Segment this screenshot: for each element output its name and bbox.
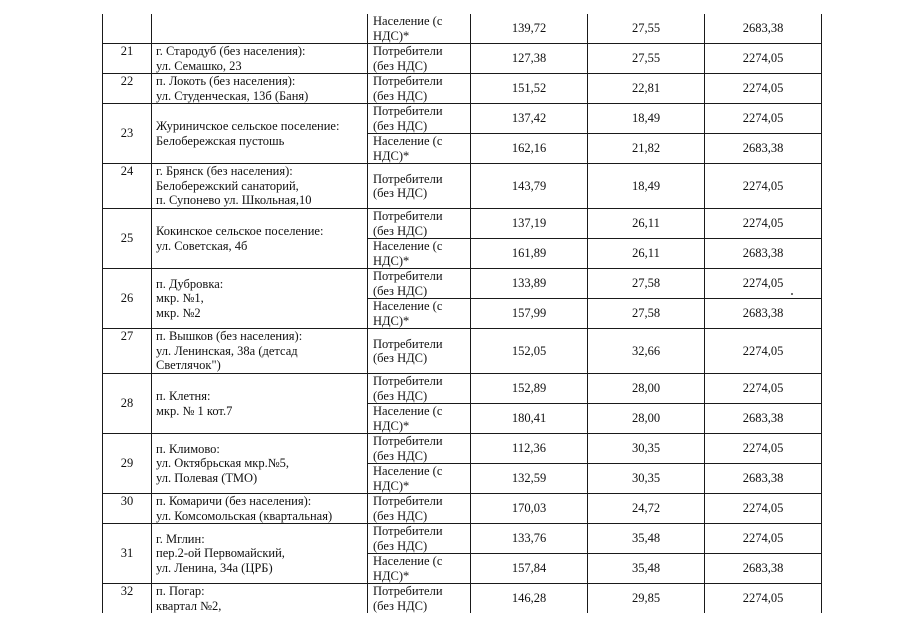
consumer-category: Население (с НДС)* (368, 134, 471, 164)
location-address: Кокинское сельское поселение: ул. Советская, 4б (152, 209, 368, 269)
consumer-category: Потребители (без НДС) (368, 164, 471, 209)
tariff-value-2: 32,66 (588, 329, 705, 374)
table-row (103, 104, 822, 134)
tariff-value-1: 170,03 (471, 494, 588, 524)
location-address: п. Погар: квартал №2, (152, 584, 368, 614)
tariff-value-2: 27,55 (588, 14, 705, 44)
tariff-value-3: 2683,38 (705, 554, 822, 584)
location-address: г. Мглин: пер.2-ой Первомайский, ул. Ленина, 34а (ЦРБ) (152, 524, 368, 584)
tariff-table (102, 14, 822, 613)
consumer-category: Потребители (без НДС) (368, 524, 471, 554)
tariff-value-3: 2274,05 (705, 584, 822, 614)
location-address: г. Стародуб (без населения): ул. Семашко, 23 (152, 44, 368, 74)
table-row (103, 329, 822, 374)
location-address: п. Климово: ул. Октябрьская мкр.№5, ул. Полевая (ТМО) (152, 434, 368, 494)
consumer-category: Население (с НДС)* (368, 239, 471, 269)
row-number: 32 (103, 584, 152, 614)
row-number: 31 (103, 524, 152, 584)
tariff-value-1: 152,05 (471, 329, 588, 374)
tariff-value-2: 26,11 (588, 239, 705, 269)
tariff-value-2: 35,48 (588, 554, 705, 584)
tariff-value-1: 137,19 (471, 209, 588, 239)
tariff-value-2: 22,81 (588, 74, 705, 104)
table-row (103, 14, 822, 44)
tariff-value-1: 161,89 (471, 239, 588, 269)
tariff-value-3: 2274,05 (705, 329, 822, 374)
location-address: п. Локоть (без населения): ул. Студенческая, 13б (Баня) (152, 74, 368, 104)
consumer-category: Население (с НДС)* (368, 404, 471, 434)
row-number: 27 (103, 329, 152, 374)
consumer-category: Население (с НДС)* (368, 14, 471, 44)
consumer-category: Потребители (без НДС) (368, 329, 471, 374)
table-row (103, 44, 822, 74)
consumer-category: Население (с НДС)* (368, 299, 471, 329)
consumer-category: Потребители (без НДС) (368, 434, 471, 464)
consumer-category: Потребители (без НДС) (368, 269, 471, 299)
table-row (103, 374, 822, 404)
tariff-value-3: 2683,38 (705, 14, 822, 44)
table-row (103, 209, 822, 239)
tariff-value-3: 2274,05 (705, 269, 822, 299)
consumer-category: Потребители (без НДС) (368, 209, 471, 239)
row-number: 24 (103, 164, 152, 209)
tariff-value-3: 2274,05 (705, 44, 822, 74)
tariff-value-3: 2274,05 (705, 164, 822, 209)
tariff-value-1: 146,28 (471, 584, 588, 614)
tariff-value-2: 21,82 (588, 134, 705, 164)
tariff-value-1: 133,89 (471, 269, 588, 299)
table-row (103, 584, 822, 614)
row-number: 29 (103, 434, 152, 494)
consumer-category: Население (с НДС)* (368, 464, 471, 494)
location-address (152, 14, 368, 44)
tariff-value-1: 132,59 (471, 464, 588, 494)
consumer-category: Потребители (без НДС) (368, 374, 471, 404)
tariff-value-2: 30,35 (588, 464, 705, 494)
tariff-value-3: 2274,05 (705, 104, 822, 134)
tariff-value-1: 143,79 (471, 164, 588, 209)
row-number: 21 (103, 44, 152, 74)
row-number: 30 (103, 494, 152, 524)
tariff-value-1: 157,99 (471, 299, 588, 329)
tariff-value-2: 29,85 (588, 584, 705, 614)
tariff-value-3: 2683,38 (705, 239, 822, 269)
location-address: п. Комаричи (без населения): ул. Комсомольская (квартальная) (152, 494, 368, 524)
tariff-value-2: 27,58 (588, 299, 705, 329)
tariff-value-2: 18,49 (588, 164, 705, 209)
tariff-value-2: 35,48 (588, 524, 705, 554)
tariff-value-1: 162,16 (471, 134, 588, 164)
location-address: г. Брянск (без населения): Белобережский санаторий, п. Супонево ул. Школьная,10 (152, 164, 368, 209)
row-number: 26 (103, 269, 152, 329)
tariff-value-3: 2274,05 (705, 434, 822, 464)
consumer-category: Потребители (без НДС) (368, 44, 471, 74)
tariff-value-3: 2274,05 (705, 209, 822, 239)
tariff-value-1: 151,52 (471, 74, 588, 104)
tariff-value-3: 2274,05 (705, 494, 822, 524)
tariff-value-1: 157,84 (471, 554, 588, 584)
tariff-value-3: 2683,38 (705, 464, 822, 494)
location-address: п. Вышков (без населения): ул. Ленинская, 38а (детсад Светлячок") (152, 329, 368, 374)
location-address: п. Клетня: мкр. № 1 кот.7 (152, 374, 368, 434)
table-row (103, 494, 822, 524)
tariff-table-body (103, 14, 822, 613)
row-number: 28 (103, 374, 152, 434)
location-address: Журиничское сельское поселение: Белобережская пустошь (152, 104, 368, 164)
tariff-value-2: 24,72 (588, 494, 705, 524)
table-row (103, 164, 822, 209)
tariff-value-3: 2683,38 (705, 404, 822, 434)
row-number: 25 (103, 209, 152, 269)
tariff-value-2: 27,55 (588, 44, 705, 74)
tariff-value-2: 27,58 (588, 269, 705, 299)
table-row (103, 269, 822, 299)
tariff-value-3: 2274,05 (705, 74, 822, 104)
tariff-value-3: 2274,05 (705, 374, 822, 404)
consumer-category: Потребители (без НДС) (368, 584, 471, 614)
table-row (103, 524, 822, 554)
tariff-value-2: 28,00 (588, 374, 705, 404)
consumer-category: Потребители (без НДС) (368, 74, 471, 104)
tariff-value-3: 2683,38 (705, 134, 822, 164)
tariff-value-2: 28,00 (588, 404, 705, 434)
location-address: п. Дубровка: мкр. №1, мкр. №2 (152, 269, 368, 329)
table-row (103, 74, 822, 104)
row-number: 23 (103, 104, 152, 164)
consumer-category: Потребители (без НДС) (368, 494, 471, 524)
tariff-value-3: 2683,38 (705, 299, 822, 329)
tariff-value-3: 2274,05 (705, 524, 822, 554)
tariff-value-1: 112,36 (471, 434, 588, 464)
consumer-category: Население (с НДС)* (368, 554, 471, 584)
tariff-value-1: 152,89 (471, 374, 588, 404)
row-number (103, 14, 152, 44)
tariff-value-2: 30,35 (588, 434, 705, 464)
row-number: 22 (103, 74, 152, 104)
tariff-value-1: 133,76 (471, 524, 588, 554)
tariff-value-1: 127,38 (471, 44, 588, 74)
tariff-value-1: 139,72 (471, 14, 588, 44)
tariff-value-2: 18,49 (588, 104, 705, 134)
tariff-value-1: 137,42 (471, 104, 588, 134)
tariff-value-2: 26,11 (588, 209, 705, 239)
consumer-category: Потребители (без НДС) (368, 104, 471, 134)
tariff-value-1: 180,41 (471, 404, 588, 434)
table-row (103, 434, 822, 464)
scan-speck (791, 293, 793, 295)
